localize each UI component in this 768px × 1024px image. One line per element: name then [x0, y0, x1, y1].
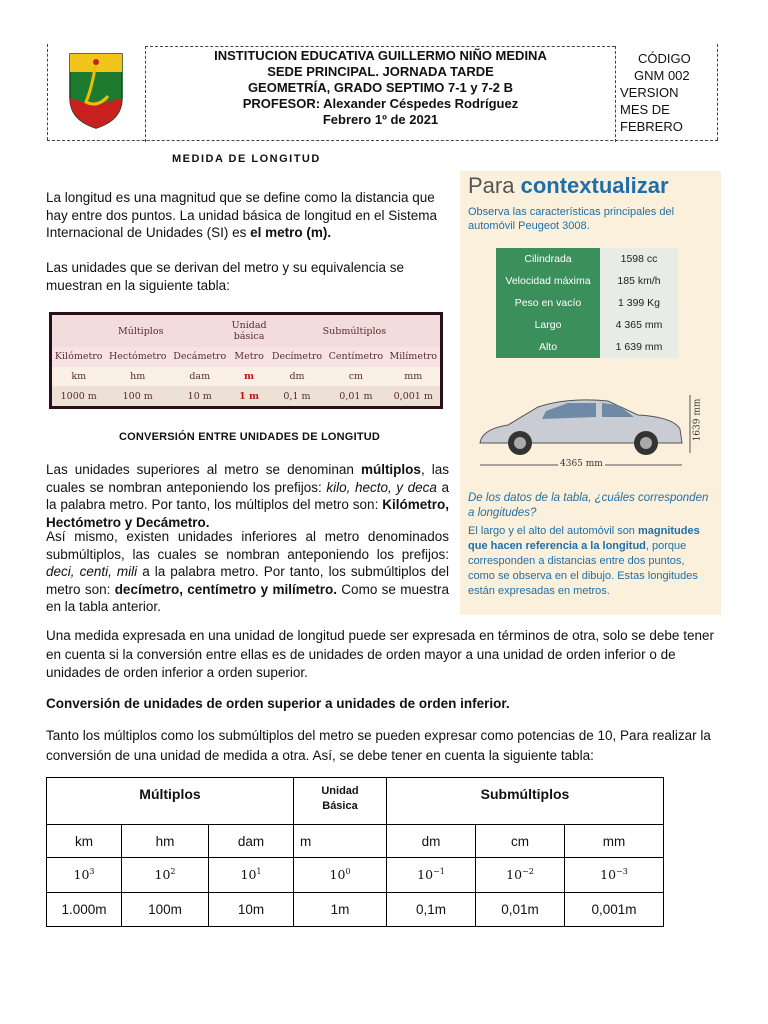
panel-subtitle: Observa las características principales del automóvil Peugeot 3008.: [468, 206, 675, 232]
panel-answer: El largo y el alto del automóvil son magnitudes que hacen referencia a la longitud, porque corresponden a distancias entre dos puntos, como se observa en el dibujo. Estas longitudes están expresadas en metros.: [468, 525, 700, 597]
basic-unit-header: Unidad Básica: [294, 778, 387, 825]
units-row: [47, 825, 664, 858]
small-basic-header: Unidad básica: [229, 315, 268, 347]
header-border-right: [717, 44, 718, 140]
table-cell: $10^0$: [294, 858, 387, 893]
table-cell: km: [47, 825, 122, 858]
table-cell: km: [52, 367, 105, 387]
units-equivalence-table: [49, 312, 443, 409]
version-line-3: FEBRERO: [620, 119, 683, 134]
table-cell: $10^{-3}$: [565, 858, 664, 893]
table-row: Cilindrada 1598 cc: [496, 248, 678, 270]
submultiples-header: Submúltiplos: [387, 778, 664, 825]
table-cell: $10^1$: [209, 858, 294, 893]
version-line-2: MES DE: [620, 102, 670, 117]
powers-row: [47, 858, 664, 893]
table-cell: 0,1 m: [269, 386, 326, 406]
table-cell: dm: [387, 825, 476, 858]
table-cell: cm: [476, 825, 565, 858]
table-cell: 100 m: [105, 386, 170, 406]
table-row: Velocidad máxima 185 km/h: [496, 270, 678, 292]
table-row: [47, 778, 664, 825]
small-values-row: [52, 386, 440, 406]
panel-title: Para contextualizar: [468, 173, 669, 198]
small-symbols-row: [52, 367, 440, 387]
table-cell: 0,001m: [565, 893, 664, 927]
table-cell: Decámetro: [170, 347, 229, 367]
car-illustration: [468, 381, 716, 481]
header-divider-1: [145, 46, 146, 142]
table-cell: 0,01m: [476, 893, 565, 927]
intro-bold: el metro (m).: [250, 225, 332, 240]
small-multiples-header: Múltiplos: [52, 315, 229, 347]
height-dimension-label: 1639 mm: [692, 398, 703, 442]
table-cell: Kilómetro: [52, 347, 105, 367]
powers-of-ten-table: [46, 777, 664, 927]
values-row: [47, 893, 664, 927]
table-row: Alto 1 639 mm: [496, 336, 678, 358]
table-cell: hm: [105, 367, 170, 387]
table-cell: 1 m: [229, 386, 268, 406]
table-cell: m: [229, 367, 268, 387]
table-cell: Decímetro: [269, 347, 326, 367]
subject-line: GEOMETRÍA, GRADO SEPTIMO 7-1 y 7-2 B: [247, 80, 514, 95]
table-cell: hm: [122, 825, 209, 858]
table-cell: Hectómetro: [105, 347, 170, 367]
table-cell: 100m: [122, 893, 209, 927]
contextualize-panel: [460, 171, 721, 615]
header-border-left: [47, 44, 48, 140]
header-code-block: [620, 50, 716, 135]
table-row: Peso en vacío 1 399 Kg: [496, 292, 678, 314]
section-title: MEDIDA DE LONGITUD: [172, 153, 321, 165]
campus-name: SEDE PRINCIPAL. JORNADA TARDE: [267, 64, 494, 79]
code-label: CÓDIGO: [638, 51, 691, 66]
table-cell: dm: [269, 367, 326, 387]
code-value: GNM 002: [634, 68, 690, 83]
table-cell: Centímetro: [325, 347, 386, 367]
intro-paragraph: [46, 189, 446, 242]
length-dimension-label: 4365 mm: [560, 459, 603, 469]
conversion-title: CONVERSIÓN ENTRE UNIDADES DE LONGITUD: [119, 431, 381, 443]
table-cell: $10^{-1}$: [387, 858, 476, 893]
conversion-heading: Conversión de unidades de orden superior a unidades de orden inferior.: [46, 696, 510, 711]
table-cell: mm: [387, 367, 440, 387]
table-cell: 1000 m: [52, 386, 105, 406]
car-specs-table: [496, 248, 678, 358]
table-cell: 0,01 m: [325, 386, 386, 406]
table-cell: $10^3$: [47, 858, 122, 893]
school-crest-logo: [66, 50, 126, 130]
table-cell: $10^2$: [122, 858, 209, 893]
header-border-top: [145, 46, 615, 47]
submultiples-paragraph: Así mismo, existen unidades inferiores al metro denominados submúltiplos, las cuales se nombran anteponiendo los prefijos: deci, centi, mili a la palabra metro. Por tanto, los submúltiplos del metro son: decímetro, centímetro y milímetro. Como se muestra en la tabla anterior.: [46, 529, 450, 614]
document-date: Febrero 1º de 2021: [322, 112, 439, 127]
multiples-header: Múltiplos: [47, 778, 294, 825]
table-cell: 1.000m: [47, 893, 122, 927]
table-cell: 0,1m: [387, 893, 476, 927]
table-cell: dam: [170, 367, 229, 387]
small-submultiples-header: Submúltiplos: [269, 315, 440, 347]
table-cell: 10 m: [170, 386, 229, 406]
table-cell: dam: [209, 825, 294, 858]
derived-paragraph: Las unidades que se derivan del metro y su equivalencia se muestran en la siguiente tabla:: [46, 260, 404, 293]
table-cell: m: [294, 825, 387, 858]
multiples-paragraph: Las unidades superiores al metro se denominan múltiplos, las cuales se nombran anteponiendo los prefijos: kilo, hecto, y deca a la palabra metro. Por tanto, los múltiplos del metro son: Kilómetro, Hectómetro y Decámetro.: [46, 462, 449, 530]
header-divider-2: [615, 46, 616, 142]
version-line-1: VERSION: [620, 85, 679, 100]
table-cell: 10m: [209, 893, 294, 927]
small-names-row: [52, 347, 440, 367]
table-cell: mm: [565, 825, 664, 858]
measure-paragraph: Una medida expresada en una unidad de longitud puede ser expresada en términos de otra, solo se debe tener en cuenta si la conversión entre ellas es de unidades de orden mayor a una unidad de orden inferior o de unidades de orden inferior a orden superior.: [46, 628, 714, 680]
table-cell: 0,001 m: [387, 386, 440, 406]
table-cell: 1m: [294, 893, 387, 927]
powers-paragraph: Tanto los múltiplos como los submúltiplos del metro se pueden expresar como potencias de 10, Para realizar la conversión de una unidad de medida a otra. Así, se debe tener en cuenta la siguiente tabla:: [46, 728, 711, 763]
table-cell: $10^{-2}$: [476, 858, 565, 893]
table-cell: Metro: [229, 347, 268, 367]
header-title-block: [147, 48, 614, 144]
table-cell: cm: [325, 367, 386, 387]
institution-name: INSTITUCION EDUCATIVA GUILLERMO NIÑO MEDINA: [214, 48, 547, 63]
table-cell: Milímetro: [387, 347, 440, 367]
panel-question: De los datos de la tabla, ¿cuáles corresponden a longitudes?: [468, 492, 709, 519]
intro-text: La longitud es una magnitud que se define como la distancia que hay entre dos puntos. La unidad básica de longitud en el Sistema Internacional de Unidades (SI) es: [46, 190, 438, 240]
teacher-name: PROFESOR: Alexander Céspedes Rodríguez: [242, 96, 519, 111]
table-row: Largo 4 365 mm: [496, 314, 678, 336]
